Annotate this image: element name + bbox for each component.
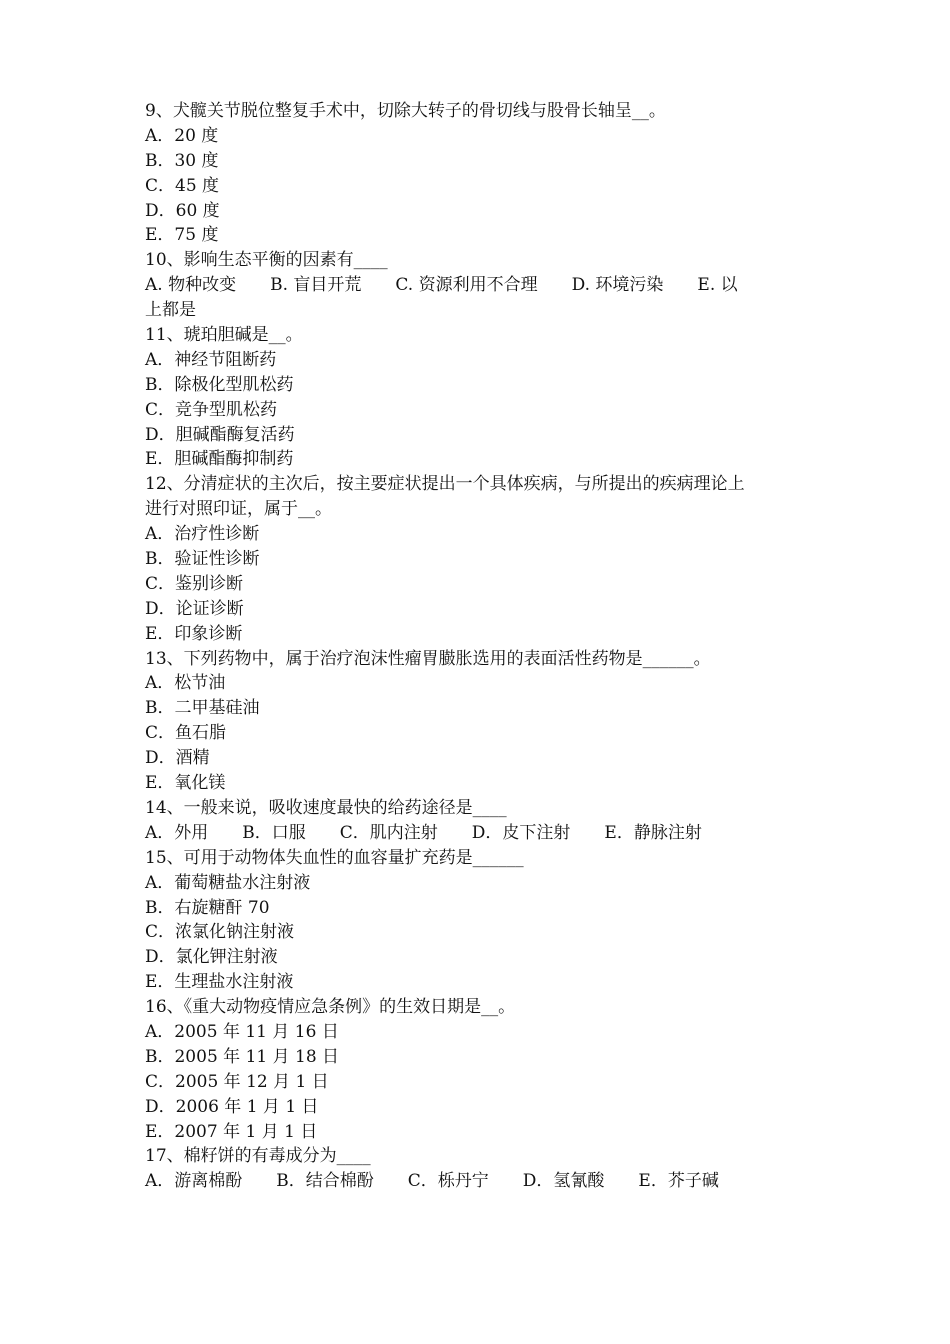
text-line: C．45 度 (145, 175, 220, 196)
text-line: 15、可用于动物体失血性的血容量扩充药是______ (145, 847, 524, 868)
text-line: 进行对照印证，属于__。 (145, 499, 332, 520)
text-line: D．论证诊断 (145, 598, 244, 619)
text-line: D．氯化钾注射液 (145, 947, 278, 968)
text-line: 10、影响生态平衡的因素有____ (145, 250, 388, 271)
text-line: A．外用 B．口服 C．肌内注射 D．皮下注射 E．静脉注射 (145, 822, 702, 843)
text-line: 11、琥珀胆碱是__。 (145, 325, 303, 346)
text-line: C．竞争型肌松药 (145, 399, 278, 420)
text-line: C．鱼石脂 (145, 723, 227, 744)
text-line: B．除极化型肌松药 (145, 374, 294, 395)
text-line: 16、《重大动物疫情应急条例》的生效日期是__。 (145, 997, 516, 1018)
text-line: C．2005 年 12 月 1 日 (145, 1071, 329, 1092)
text-line: 13、下列药物中，属于治疗泡沫性瘤胃臌胀选用的表面活性药物是______。 (145, 648, 711, 669)
text-line: A. 物种改变 B. 盲目开荒 C. 资源利用不合理 D. 环境污染 E. 以 (145, 275, 738, 296)
text-line: A．神经节阻断药 (145, 349, 277, 370)
text-line: B．右旋糖酐 70 (145, 897, 270, 918)
text-line: B．验证性诊断 (145, 549, 260, 570)
text-line: E．印象诊断 (145, 623, 243, 644)
text-line: 上都是 (145, 300, 196, 321)
text-line: 9、犬髋关节脱位整复手术中，切除大转子的骨切线与股骨长轴呈__。 (145, 101, 666, 121)
text-line: B．二甲基硅油 (145, 698, 260, 719)
text-line: A．葡萄糖盐水注射液 (145, 872, 311, 893)
text-line: A．20 度 (145, 125, 219, 146)
question-text-body (145, 99, 815, 1194)
text-line: 14、一般来说，吸收速度最快的给药途径是____ (145, 797, 507, 818)
text-line: D．2006 年 1 月 1 日 (145, 1096, 319, 1117)
text-line: A．2005 年 11 月 16 日 (145, 1021, 339, 1042)
text-line: E．胆碱酯酶抑制药 (145, 449, 294, 470)
text-line: C．浓氯化钠注射液 (145, 922, 295, 943)
text-line: A．游离棉酚 B．结合棉酚 C．栎丹宁 D．氢氰酸 E．芥子碱 (145, 1171, 719, 1192)
text-line: E．75 度 (145, 225, 219, 246)
text-line: A．治疗性诊断 (145, 524, 260, 545)
text-line: C．鉴别诊断 (145, 573, 244, 594)
text-line: D．60 度 (145, 200, 220, 221)
text-line: 17、棉籽饼的有毒成分为____ (145, 1146, 371, 1167)
text-line: E．2007 年 1 月 1 日 (145, 1121, 318, 1142)
text-line: E．氧化镁 (145, 773, 226, 794)
text-line: 12、分清症状的主次后，按主要症状提出一个具体疾病，与所提出的疾病理论上 (145, 474, 745, 495)
text-line: D．酒精 (145, 748, 210, 769)
text-line: D．胆碱酯酶复活药 (145, 424, 295, 445)
text-line: E．生理盐水注射液 (145, 972, 294, 993)
text-line: B．2005 年 11 月 18 日 (145, 1046, 340, 1067)
text-line: A．松节油 (145, 673, 226, 694)
text-line: B．30 度 (145, 150, 219, 171)
